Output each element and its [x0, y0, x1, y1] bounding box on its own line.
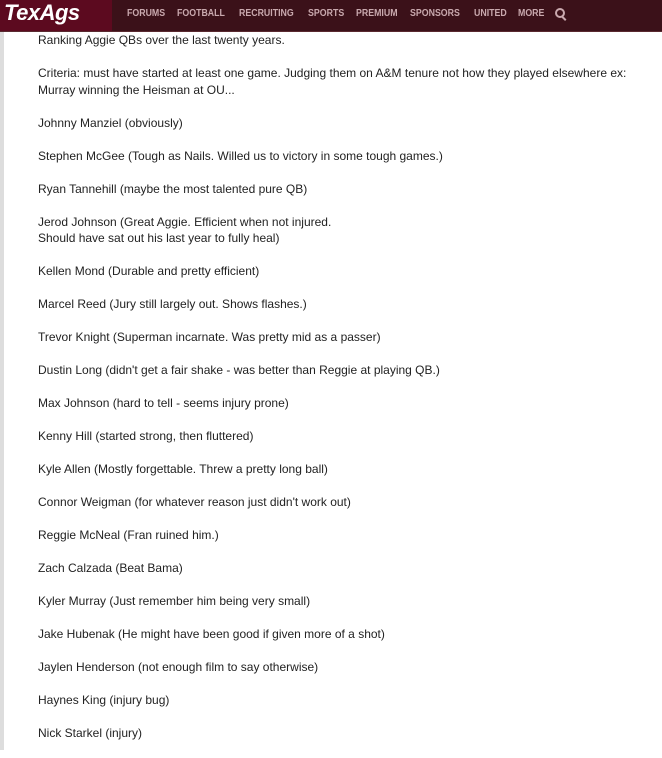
qb-list-item: Kyle Allen (Mostly forgettable. Threw a pretty long ball): [38, 462, 328, 476]
nav-sponsors[interactable]: SPONSORS: [410, 7, 461, 19]
left-border: [0, 32, 4, 750]
qb-list-item: Connor Weigman (for whatever reason just didn't work out): [38, 495, 351, 509]
top-nav-bar: [0, 0, 662, 32]
qb-list-item: Johnny Manziel (obviously): [38, 115, 183, 130]
qb-list-item: Max Johnson (hard to tell - seems injury prone): [38, 396, 289, 410]
post-paragraph: Criteria: must have started at least one game. Judging them on A&M tenure not how they played elsewhere ex: Murray winning the Heisman at OU...: [38, 66, 627, 97]
qb-list-item: Marcel Reed (Jury still largely out. Shows flashes.): [38, 297, 307, 311]
qb-list-item: Dustin Long (didn't get a fair shake - was better than Reggie at playing QB.): [38, 363, 440, 377]
qb-list-item: Jaylen Henderson (not enough film to say otherwise): [38, 660, 319, 674]
search-icon[interactable]: [555, 8, 565, 18]
nav-united[interactable]: UNITED: [474, 7, 507, 19]
qb-list-item: Kellen Mond (Durable and pretty efficient): [38, 264, 260, 278]
qb-list-item: Ryan Tannehill (maybe the most talented pure QB): [38, 181, 308, 196]
post-body: [38, 32, 650, 758]
nav-premium[interactable]: PREMIUM: [356, 7, 398, 19]
main-nav: [127, 0, 565, 26]
qb-list-item: Jake Hubenak (He might have been good if given more of a shot): [38, 627, 385, 641]
nav-forums[interactable]: FORUMS: [127, 7, 166, 19]
post-paragraph: Ranking Aggie QBs over the last twenty years.: [38, 33, 285, 47]
qb-list-item: Kyler Murray (Just remember him being very small): [38, 594, 311, 608]
nav-more[interactable]: MORE: [518, 7, 545, 19]
nav-football[interactable]: FOOTBALL: [177, 7, 226, 19]
qb-list-item: Jerod Johnson (Great Aggie. Efficient when not injured. Should have sat out his last year to fully heal): [38, 214, 332, 245]
texags-logo[interactable]: TexAgs: [0, 0, 112, 31]
qb-list-item: Haynes King (injury bug): [38, 693, 170, 707]
qb-list-item: Trevor Knight (Superman incarnate. Was pretty mid as a passer): [38, 330, 381, 344]
nav-recruiting[interactable]: RECRUITING: [238, 7, 294, 19]
qb-list-item: Kenny Hill (started strong, then fluttered): [38, 429, 254, 443]
nav-sports[interactable]: SPORTS: [308, 7, 345, 19]
qb-list-item: Zach Calzada (Beat Bama): [38, 561, 183, 575]
qb-list-item: Stephen McGee (Tough as Nails. Willed us to victory in some tough games.): [38, 148, 443, 163]
qb-list-item: Nick Starkel (injury): [38, 726, 143, 740]
qb-list-item: Reggie McNeal (Fran ruined him.): [38, 528, 219, 542]
